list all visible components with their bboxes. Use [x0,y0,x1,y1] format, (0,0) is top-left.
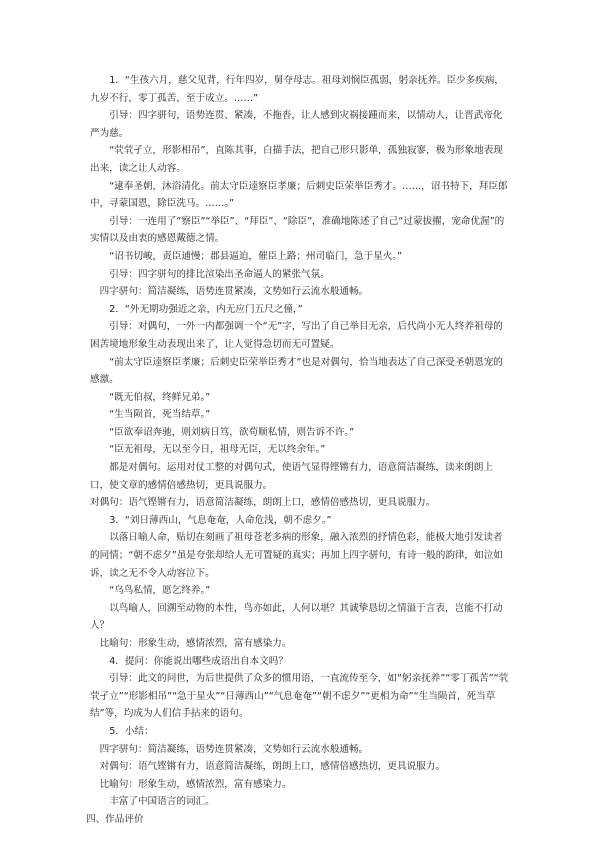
paragraph: 对偶句：语气铿锵有力，语意简洁凝练，朗朗上口，感情倍感热切，更具说服力。 [99,761,445,773]
paragraph: “臣欲奉诏奔驰，则刘病日笃，欲苟顺私情，则告诉不许。” [109,426,355,438]
paragraph: “既无伯叔，终鲜兄弟。” [109,391,211,403]
paragraph: 比喻句：形象生动，感情浓烈，富有感染力。 [99,778,292,790]
paragraph: 对偶句：语气铿锵有力，语意简洁凝练，朗朗上口，感情倍感热切，更具说服力。 [90,497,436,509]
paragraph: 以鸟喻人，回溯至动物的本性，鸟亦如此，人何以堪？其诚挚恳切之情溢于言表，岂能不打动人？ [90,602,503,632]
paragraph: “臣无祖母，无以至今日，祖母无臣，无以终余年。” [109,444,326,456]
paragraph: “诏书切峻，责臣逋慢；郡县逼迫，催臣上路；州司临门，急于星火。” [109,250,403,262]
paragraph: 引导：四字骈句的排比渲染出圣命逼人的紧张气氛。 [109,268,330,280]
paragraph: 4．提问：你能说出哪些成语出自本文吗？ [109,655,288,667]
paragraph: 四字骈句：简洁凝练，语势连贯紧凑，文势如行云流水般通畅。 [99,286,369,298]
paragraph: 引导：对偶句，一外一内都强调一个“无”字，写出了自己举目无亲，后代尚小无人终养祖母的困苦境地形象生动表现出来了，让人觉得急切而无可置疑。 [90,321,503,350]
paragraph: 引导：四字骈句，语势连贯、紧凑，不拖沓，让人感到灾祸接踵而来，以情动人，让晋武帝化严为慈。 [90,110,503,139]
paragraph: 都是对偶句。运用对仗工整的对偶句式，使语气显得铿锵有力，语意简洁凝练，读来朗朗上口，使文章的感情倍感热切，更具说服力。 [90,462,493,491]
paragraph: 5．小结： [109,725,154,737]
document-page [86,72,510,829]
paragraph: 2．“外无期功强近之亲，内无应门五尺之僮，” [109,303,303,315]
paragraph: 1．“生孩六月，慈父见背，行年四岁，舅夺母志。祖母刘悯臣孤弱，躬亲抚养。臣少多疾病，九岁不行，零丁孤苦，至于成立。……” [90,75,505,104]
paragraph: “乌鸟私情，愿乞终养。” [109,585,211,597]
paragraph: 比喻句：形象生动，感情浓烈，富有感染力。 [99,638,292,649]
paragraph: 引导：此文的问世，为后世提供了众多的惯用语，一直流传至今，如“躬亲抚养”“零丁孤苦”“茕茕孑立”“形影相吊”“急于星火”“日薄西山”“气息奄奄”“朝不虑夕”“更相为命”“生当陨首，死当草结”等，均成为人们信手拈来的语句。 [90,673,509,720]
paragraph: 引导：一连用了“察臣”“举臣”、“拜臣”、“除臣”，准确地陈述了自己“过蒙拔擢，宠命优渥”的实情以及由衷的感恩戴德之情。 [90,215,505,245]
paragraph: “茕茕孑立，形影相吊”，直陈其事，白描手法，把自己形只影单，孤独寂寥，极为形象地表现出来，读之让人动容。 [90,145,503,174]
paragraph: 以落日喻人命，贴切在刻画了祖母苍老多病的形象，融入浓烈的抒情色彩，能极大地引发读者的同情；“朝不虑夕”虽是夸张却给人无可置疑的真实；再加上四字骈句，有诗一般的韵律，如泣如诉，读之无不令人动容泣下。 [90,532,503,579]
paragraph: 丰富了中国语言的词汇。 [109,796,215,808]
paragraph: “生当陨首，死当结草。” [109,409,211,421]
paragraph: 四字骈句：简洁凝练，语势连贯紧凑，文势如行云流水般通畅。 [99,743,369,755]
paragraph: “前太守臣逵察臣孝廉；后刺史臣荣举臣秀才”也是对偶句，恰当地表达了自己深受圣朝恩宠的感激。 [90,356,503,386]
paragraph: 3．“刘日薄西山，气息奄奄，人命危浅，朝不虑夕。” [109,514,332,526]
paragraph: “逮奉圣朝，沐浴清化。前太守臣逵察臣孝廉；后刺史臣荣举臣秀才。……，诏书特下，拜臣郎中，寻蒙国恩，除臣洗马。……。” [90,180,508,210]
section-heading: 四、作品评价 [86,813,144,825]
